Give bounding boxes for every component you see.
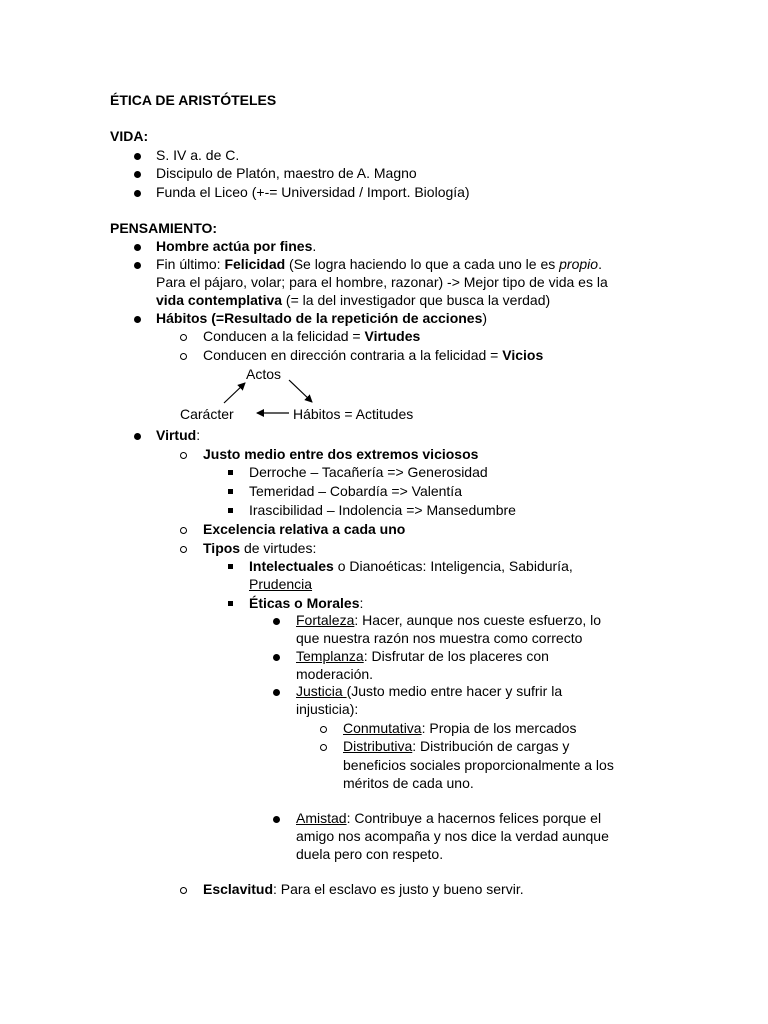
intelectuales: Intelectuales o Dianoéticas: Inteligencia, Sabiduría, <box>249 558 573 574</box>
fortaleza-line2: que nuestra razón nos muestra como correcto <box>296 630 583 646</box>
fines-item: Hombre actúa por fines. <box>156 238 317 254</box>
pensamiento-heading: PENSAMIENTO: <box>110 220 218 236</box>
fin-ultimo-line3: vida contemplativa (= la del investigador que busca la verdad) <box>156 292 551 308</box>
justicia: Justicia (Justo medio entre hacer y sufrir la <box>296 683 563 699</box>
habitos-item: Hábitos (=Resultado de la repetición de acciones) <box>156 310 488 326</box>
circle-bullet-icon <box>320 726 327 733</box>
habitos-sub-vicios: Conducen en dirección contraria a la felicidad = Vicios <box>203 347 544 363</box>
bullet-icon <box>273 689 280 696</box>
ejemplo-item: Temeridad – Cobardía => Valentía <box>249 483 462 499</box>
prudencia: Prudencia <box>249 576 313 592</box>
templanza: Templanza: Disfrutar de los placeres con <box>296 648 549 664</box>
diagram-habitos: Hábitos = Actitudes <box>293 406 414 422</box>
circle-bullet-icon <box>180 452 187 459</box>
diagram-actos: Actos <box>246 366 282 382</box>
bullet-icon <box>273 816 280 823</box>
square-bullet-icon <box>228 601 233 606</box>
square-bullet-icon <box>228 564 233 569</box>
esclavitud: Esclavitud: Para el esclavo es justo y bueno servir. <box>203 881 524 897</box>
circle-bullet-icon <box>180 546 187 553</box>
vida-item: S. IV a. de C. <box>156 147 240 163</box>
diagram-caracter: Carácter <box>180 406 234 422</box>
fin-ultimo-line1: Fin último: Felicidad (Se logra haciendo lo que a cada uno le es propio. <box>156 256 602 272</box>
fortaleza: Fortaleza: Hacer, aunque nos cueste esfuerzo, lo <box>296 612 602 628</box>
square-bullet-icon <box>228 508 233 513</box>
square-bullet-icon <box>228 489 233 494</box>
virtud-item: Virtud: <box>156 427 201 443</box>
justo-medio: Justo medio entre dos extremos viciosos <box>203 446 479 462</box>
ejemplo-item: Derroche – Tacañería => Generosidad <box>249 464 488 480</box>
bullet-icon <box>273 654 280 661</box>
justicia-line2: injusticia): <box>296 701 359 717</box>
fin-ultimo-line2: Para el pájaro, volar; para el hombre, razonar) -> Mejor tipo de vida es la <box>156 274 608 290</box>
vida-heading: VIDA: <box>110 128 149 144</box>
arrow-caracter-to-actos <box>224 383 245 403</box>
excelencia: Excelencia relativa a cada uno <box>203 521 406 537</box>
distributiva-line2: beneficios sociales proporcionalmente a los <box>343 757 614 773</box>
bullet-icon <box>134 433 141 440</box>
vida-item: Discipulo de Platón, maestro de A. Magno <box>156 165 417 181</box>
tipos: Tipos de virtudes: <box>203 540 317 556</box>
amistad: Amistad: Contribuye a hacernos felices porque el <box>296 810 602 826</box>
templanza-line2: moderación. <box>296 666 374 682</box>
eticas: Éticas o Morales: <box>249 595 364 611</box>
arrow-actos-to-habitos <box>289 380 312 402</box>
habitos-sub-virtudes: Conducen a la felicidad = Virtudes <box>203 328 421 344</box>
circle-bullet-icon <box>320 744 327 751</box>
ejemplo-item: Irascibilidad – Indolencia => Mansedumbre <box>249 502 516 518</box>
bullet-icon <box>273 618 280 625</box>
square-bullet-icon <box>228 470 233 475</box>
vida-item: Funda el Liceo (+-= Universidad / Import. Biología) <box>156 184 470 200</box>
amistad-line3: duela pero con respeto. <box>296 846 444 862</box>
distributiva-line3: méritos de cada uno. <box>343 775 474 791</box>
conmutativa: Conmutativa: Propia de los mercados <box>343 720 577 736</box>
circle-bullet-icon <box>180 527 187 534</box>
circle-bullet-icon <box>180 887 187 894</box>
document-title: ÉTICA DE ARISTÓTELES <box>110 92 277 108</box>
distributiva: Distributiva: Distribución de cargas y <box>343 738 570 754</box>
amistad-line2: amigo nos acompaña y nos dice la verdad aunque <box>296 828 609 844</box>
